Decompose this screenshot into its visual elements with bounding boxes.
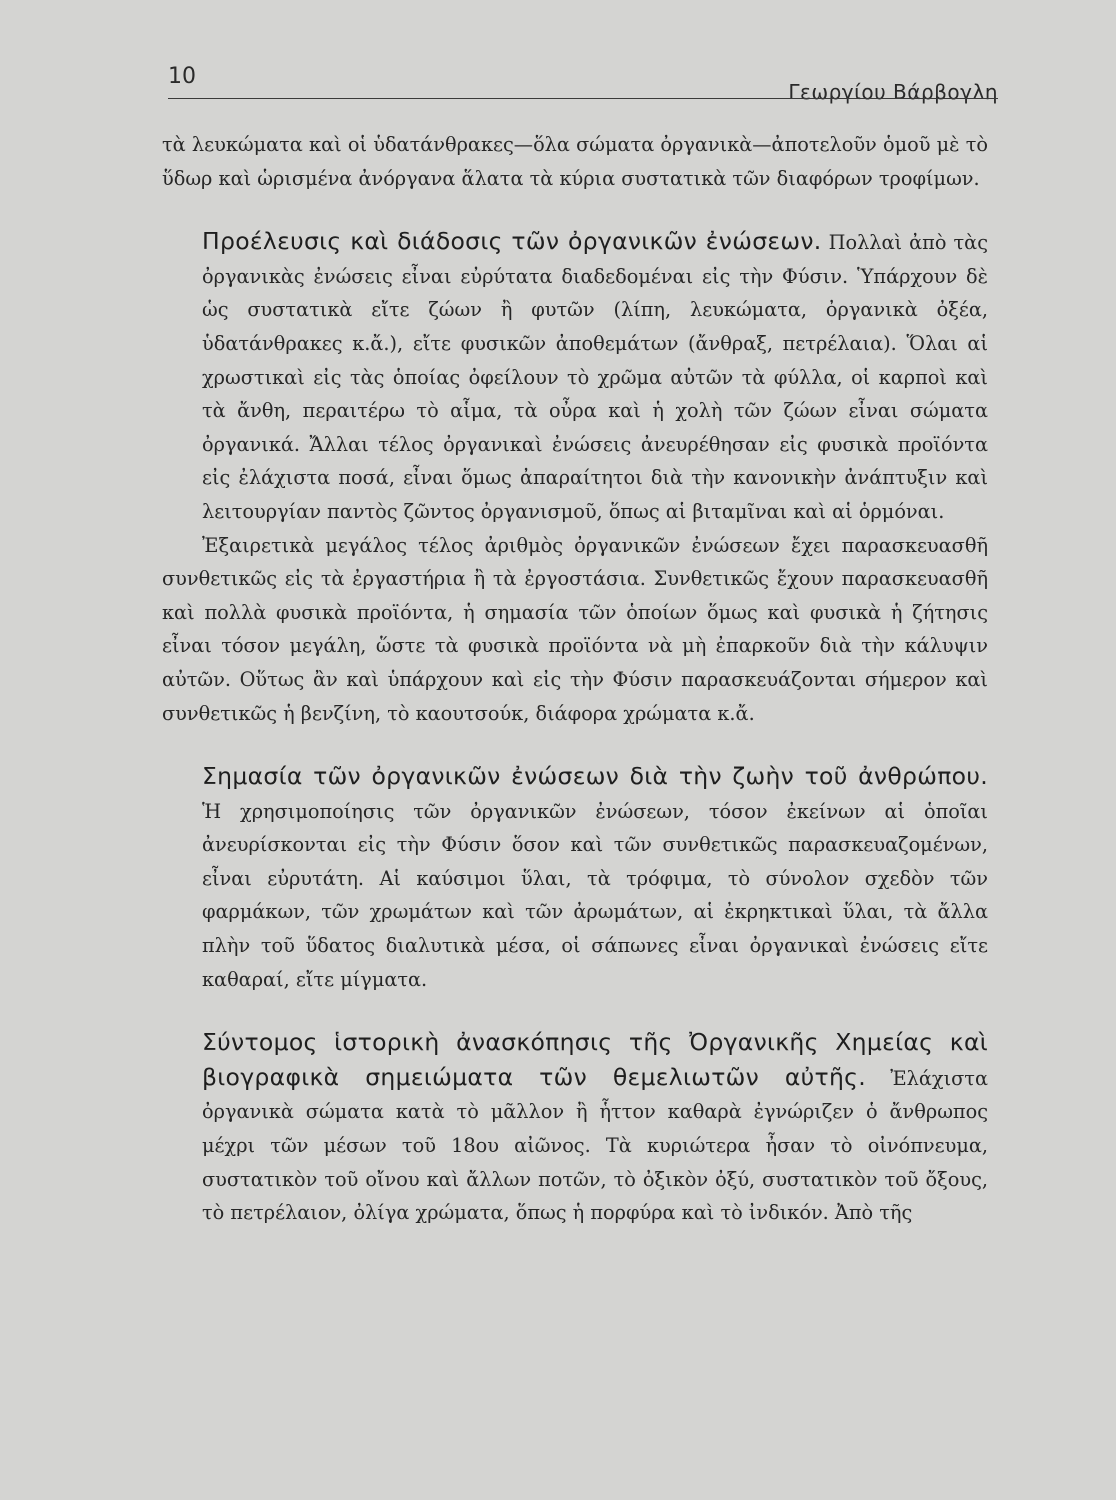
page-header — [168, 58, 998, 118]
running-head: Γεωργίου Βάρβογλη — [788, 80, 998, 104]
section-text: Πολλαὶ ἀπὸ τὰς ὀργανικὰς ἐνώσεις εἶναι εὐρύτατα διαδεδομέναι εἰς τὴν Φύσιν. Ὑπάρχουν δὲ ὡς συστατικὰ εἴτε ζώων ἢ φυτῶν (λίπη, λευκώματα, ὀργανικὰ ὀξέα, ὑδατάνθρακες κ.ἄ.), εἴτε φυσικῶν ἀποθεμάτων (ἄνθραξ, πετρέλαια). Ὅλαι αἱ χρωστικαὶ εἰς τὰς ὁποίας ὀφείλουν τὸ χρῶμα αὐτῶν τὰ φύλλα, οἱ καρποὶ καὶ τὰ ἄνθη, περαιτέρω τὸ αἷμα, τὰ οὖρα καὶ ἡ χολὴ τῶν ζώων εἶναι σώματα ὀργανικά. Ἄλλαι τέλος ὀργανικαὶ ἐνώσεις ἀνευρέθησαν εἰς φυσικὰ προϊόντα εἰς ἐλάχιστα ποσά, εἶναι ὅμως ἀπαραίτητοι διὰ τὴν κανονικὴν ἀνάπτυξιν καὶ λειτουργίαν παντὸς ζῶντος ὀργανισμοῦ, ὅπως αἱ βιταμῖναι καὶ αἱ ὁρμόναι. — [202, 231, 989, 523]
paragraph: Ἐξαιρετικὰ μεγάλος τέλος ἀριθμὸς ὀργανικῶν ἐνώσεων ἔχει παρασκευασθῆ συνθετικῶς εἰς τὰ ἐργαστήρια ἢ τὰ ἐργοστάσια. Συνθετικῶς ἔχουν παρασκευασθῆ καὶ πολλὰ φυσικὰ προϊόντα, ἡ σημασία τῶν ὁποίων ὅμως καὶ φυσικὰ ἡ ζήτησις εἶναι τόσον μεγάλη, ὥστε τὰ φυσικὰ προϊόντα νὰ μὴ ἐπαρκοῦν διὰ τὴν κάλυψιν αὐτῶν. Οὕτως ἂν καὶ ὑπάρχουν καὶ εἰς τὴν Φύσιν παρασκευάζονται σήμερον καὶ συνθετικῶς ἡ βενζίνη, τὸ καουτσούκ, διάφορα χρώματα κ.ἄ. — [162, 533, 988, 725]
section-heading: Προέλευσις καὶ διάδοσις τῶν ὀργανικῶν ἐνώσεων. — [202, 227, 822, 256]
header-rule — [168, 98, 998, 99]
section-text: Ἐλάχιστα ὀργανικὰ σώματα κατὰ τὸ μᾶλλον ἢ ἧττον καθαρὰ ἐγνώριζεν ὁ ἄνθρωπος μέχρι τῶν μέσων τοῦ 18ου αἰῶνος. Τὰ κυριώτερα ἦσαν τὸ οἰνόπνευμα, συστατικὸν τοῦ οἴνου καὶ ἄλλων ποτῶν, τὸ ὀξικὸν ὀξύ, συστατικὸν τοῦ ὄξους, τὸ πετρέλαιον, ὀλίγα χρώματα, ὅπως ἡ πορφύρα καὶ τὸ ἰνδικόν. Ἀπὸ τῆς — [202, 1066, 988, 1225]
page-number: 10 — [168, 64, 196, 89]
section-origin — [162, 225, 988, 528]
page-body — [162, 128, 988, 1230]
section-heading: Σημασία τῶν ὀργανικῶν ἐνώσεων διὰ τὴν ζωὴν τοῦ ἀνθρώπου. — [202, 762, 988, 791]
paragraph: τὰ λευκώματα καὶ οἱ ὑδατάνθρακες—ὅλα σώματα ὀργανικὰ—ἀποτελοῦν ὁμοῦ μὲ τὸ ὕδωρ καὶ ὡρισμένα ἀνόργανα ἅλατα τὰ κύρια συστατικὰ τῶν διαφόρων τροφίμων. — [162, 133, 988, 190]
section-history — [162, 1026, 988, 1230]
section-text: Ἡ χρησιμοποίησις τῶν ὀργανικῶν ἐνώσεων, τόσον ἐκείνων αἱ ὁποῖαι ἀνευρίσκονται εἰς τὴν Φύσιν ὅσον καὶ τῶν συνθετικῶς παρασκευαζομένων, εἶναι εὐρυτάτη. Αἱ καύσιμοι ὕλαι, τὰ τρόφιμα, τὸ σύνολον σχεδὸν τῶν φαρμάκων, τῶν χρωμάτων καὶ τῶν ἀρωμάτων, αἱ ἐκρηκτικαὶ ὕλαι, τὰ ἄλλα πλὴν τοῦ ὕδατος διαλυτικὰ μέσα, οἱ σάπωνες εἶναι ὀργανικαὶ ἐνώσεις εἴτε καθαραί, εἴτε μίγματα. — [202, 799, 988, 991]
section-importance — [162, 760, 988, 996]
section-heading: Σύντομος ἱστορικὴ ἀνασκόπησις τῆς Ὀργανικῆς Χημείας καὶ βιογραφικὰ σημειώματα τῶν θεμελιωτῶν αὐτῆς. — [202, 1028, 988, 1091]
